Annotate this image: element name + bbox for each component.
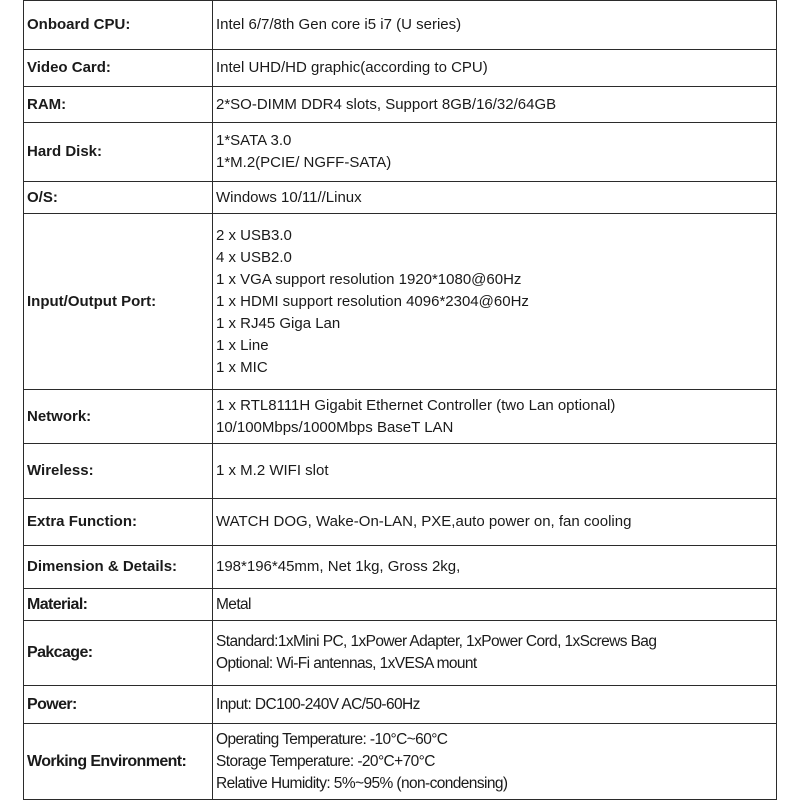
value-line: Optional: Wi-Fi antennas, 1xVESA mount: [216, 655, 477, 672]
value-line: Operating Temperature: -10°C~60°C: [216, 730, 448, 748]
table-row: [24, 50, 777, 87]
row-value: [213, 50, 777, 87]
row-value: [213, 1, 777, 50]
value-line: 1 x MIC: [216, 358, 268, 376]
row-label: Pakcage:: [24, 621, 213, 686]
row-value: [213, 182, 777, 214]
value-line: WATCH DOG, Wake-On-LAN, PXE,auto power on, fan cooling: [216, 513, 632, 530]
value-line: Storage Temperature: -20°C+70°C: [216, 752, 435, 770]
value-line: 1 x RJ45 Giga Lan: [216, 314, 341, 332]
table-row: [24, 1, 777, 50]
value-line: 1*SATA 3.0: [216, 132, 292, 149]
value-line: 10/100Mbps/1000Mbps BaseT LAN: [216, 418, 454, 436]
row-value: [213, 87, 777, 123]
value-line: 2*SO-DIMM DDR4 slots, Support 8GB/16/32/64GB: [216, 95, 557, 113]
value-line: 2 x USB3.0: [216, 226, 292, 244]
value-line: Relative Humidity: 5%~95% (non-condensing): [216, 774, 508, 792]
value-line: 1*M.2(PCIE/ NGFF-SATA): [216, 154, 392, 171]
row-label: RAM:: [24, 87, 213, 123]
table-row: [24, 182, 777, 214]
row-label: Video Card:: [24, 50, 213, 87]
table-row: [24, 123, 777, 182]
table-row: [24, 499, 777, 546]
row-value: [213, 444, 777, 499]
table-row: [24, 87, 777, 123]
value-line: 198*196*45mm, Net 1kg, Gross 2kg,: [216, 558, 461, 575]
table-row: [24, 444, 777, 499]
row-value: [213, 390, 777, 444]
table-row: [24, 589, 777, 621]
value-line: Input: DC100-240V AC/50-60Hz: [216, 695, 420, 713]
row-value: [213, 621, 777, 686]
row-label: Input/Output Port:: [24, 214, 213, 390]
row-label: Working Environment:: [24, 724, 213, 800]
spec-table: [23, 0, 777, 800]
row-label: Wireless:: [24, 444, 213, 499]
row-label: Dimension & Details:: [24, 546, 213, 589]
table-row: [24, 546, 777, 589]
row-value: [213, 724, 777, 800]
value-line: Intel 6/7/8th Gen core i5 i7 (U series): [216, 16, 462, 33]
row-label: Onboard CPU:: [24, 1, 213, 50]
value-line: 4 x USB2.0: [216, 248, 292, 266]
table-row: [24, 724, 777, 800]
row-label: Power:: [24, 686, 213, 724]
row-value: [213, 123, 777, 182]
row-value: [213, 499, 777, 546]
table-row: [24, 621, 777, 686]
value-line: 1 x RTL8111H Gigabit Ethernet Controller (two Lan optional): [216, 396, 616, 414]
table-row: [24, 686, 777, 724]
value-line: Standard:1xMini PC, 1xPower Adapter, 1xPower Cord, 1xScrews Bag: [216, 633, 657, 650]
row-label: Hard Disk:: [24, 123, 213, 182]
value-line: Windows 10/11//Linux: [216, 188, 362, 206]
value-line: Intel UHD/HD graphic(according to CPU): [216, 59, 488, 76]
value-line: Metal: [216, 595, 251, 613]
row-value: [213, 546, 777, 589]
row-label: Material:: [24, 589, 213, 621]
value-line: 1 x M.2 WIFI slot: [216, 462, 329, 479]
table-row: [24, 390, 777, 444]
value-line: 1 x Line: [216, 336, 269, 354]
row-value: [213, 686, 777, 724]
row-label: O/S:: [24, 182, 213, 214]
row-value: [213, 214, 777, 390]
table-row: [24, 214, 777, 390]
row-label: Network:: [24, 390, 213, 444]
row-value: [213, 589, 777, 621]
value-line: 1 x VGA support resolution 1920*1080@60Hz: [216, 270, 522, 288]
value-line: 1 x HDMI support resolution 4096*2304@60Hz: [216, 292, 529, 310]
row-label: Extra Function:: [24, 499, 213, 546]
